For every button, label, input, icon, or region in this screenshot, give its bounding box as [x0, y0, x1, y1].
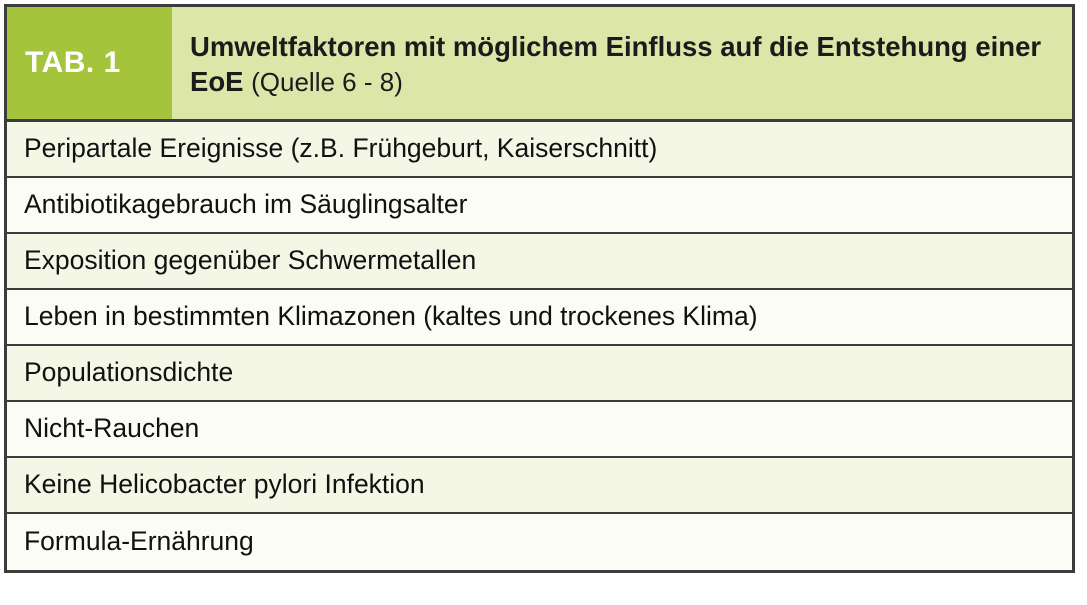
table-row — [7, 234, 1072, 290]
table-row — [7, 178, 1072, 234]
table-row — [7, 402, 1072, 458]
table-row — [7, 290, 1072, 346]
table-row-label: Populationsdichte — [24, 357, 234, 388]
table-header — [7, 7, 1072, 122]
table-title-main: Umweltfaktoren mit möglichem Einfluss auf die Entstehung einer EoE — [190, 30, 1042, 97]
environmental-factors-table — [4, 4, 1075, 573]
table-row-label: Leben in bestimmten Klimazonen (kaltes und trockenes Klima) — [24, 301, 758, 332]
table-row-label: Keine Helicobacter pylori Infektion — [24, 469, 425, 500]
table-row — [7, 122, 1072, 178]
table-number-badge — [7, 7, 172, 119]
table-row-label: Formula-Ernährung — [24, 526, 254, 557]
table-row — [7, 346, 1072, 402]
table-title-container — [172, 7, 1072, 119]
table-row-label: Exposition gegenüber Schwermetallen — [24, 245, 477, 276]
table-title-source: (Quelle 6 - 8) — [251, 66, 403, 97]
table-number-label: TAB. 1 — [25, 46, 121, 79]
table-body — [7, 122, 1072, 570]
table-row-label: Antibiotikagebrauch im Säuglingsalter — [24, 189, 468, 220]
table-row — [7, 458, 1072, 514]
table-row-label: Peripartale Ereignisse (z.B. Frühgeburt, Kaiserschnitt) — [24, 133, 658, 164]
table-title — [190, 29, 1054, 99]
table-row — [7, 514, 1072, 570]
table-row-label: Nicht-Rauchen — [24, 413, 200, 444]
